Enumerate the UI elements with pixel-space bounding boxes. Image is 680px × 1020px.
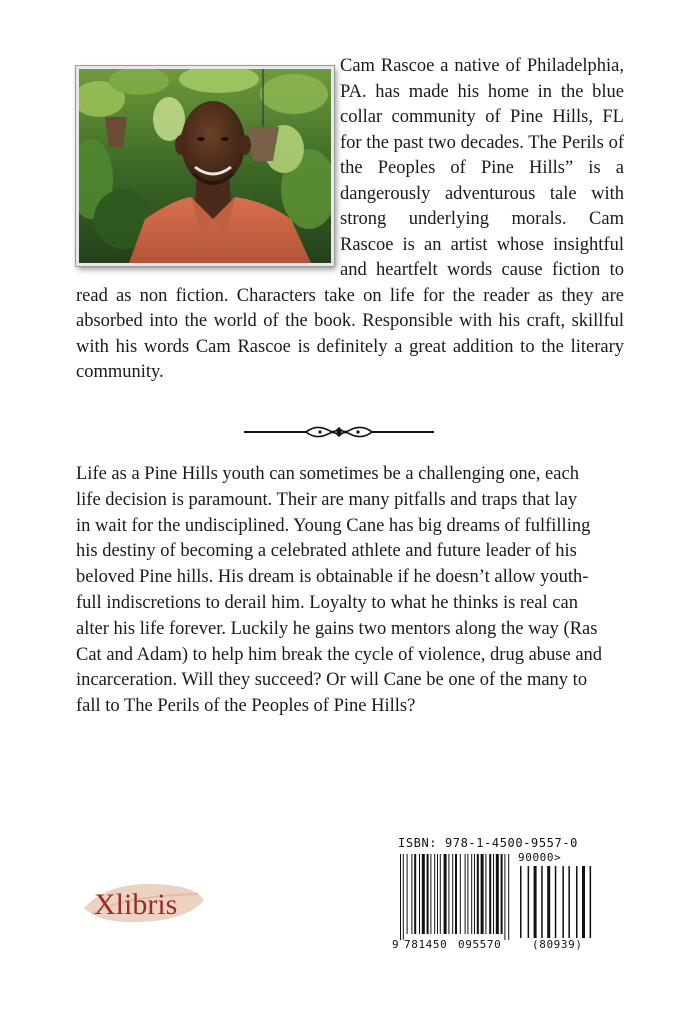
barcode-bars [392,852,602,952]
barcode-bar [504,854,505,940]
blurb-line: incarceration. Will they succeed? Or will Cane be one of the many to [76,670,588,691]
barcode-bar [400,854,401,940]
barcode-bar [467,854,468,934]
price-code: 90000> [518,851,562,864]
blurb-line: Cat and Adam) to help him break the cycle of violence, drug abuse and [76,644,603,665]
barcode-bar [452,854,453,934]
barcode-first-digit: 9 [392,938,400,951]
blurb-line: fall to The Perils of the Peoples of Pine Hills? [76,696,416,717]
barcode-bar [407,854,408,934]
store-code: (80939) [532,938,583,951]
barcode-bar [481,854,484,934]
blurb-line: Life as a Pine Hills youth can sometimes be a challenging one, each [76,464,579,484]
barcode-bar [430,854,431,934]
barcode-bar [501,854,503,934]
barcode-addon-bar [562,866,564,938]
barcode-addon-bar [534,866,537,938]
blurb-line: full indiscretions to derail him. Loyalty to what he thinks is real can [76,592,578,613]
barcode-bar [477,854,479,934]
blurb-line: life decision is paramount. Their are many pitfalls and traps that lay [76,489,578,510]
ornament-divider-icon [244,422,434,442]
blurb-line: alter his life forever. Luckily he gains two mentors along the way (Ras [76,618,598,639]
blurb-line: beloved Pine hills. His dream is obtainable if he doesn’t allow youth- [76,567,589,588]
barcode-bar [471,854,472,934]
barcode-addon-bar [576,866,578,938]
barcode-addon-bar [520,866,522,938]
barcode-bar [419,854,420,934]
barcode-addon-bar [590,866,592,938]
isbn-barcode [392,852,602,952]
barcode-addon-bar [541,866,543,938]
barcode-bar [496,854,499,934]
photo-wrap-spacer [76,54,340,280]
barcode-bar [411,854,412,934]
barcode-bar [422,854,425,934]
barcode-addon-bar [582,866,585,938]
barcode-bar [493,854,494,934]
barcode-bar [455,854,457,934]
barcode-left-group: 781450 [404,938,448,951]
blurb-line: his destiny of becoming a celebrated athlete and future leader of his [76,541,577,562]
barcode-bar [403,854,404,940]
barcode-bar [437,854,438,934]
barcode-right-group: 095570 [458,938,502,951]
author-bio [76,54,624,386]
isbn-label: ISBN: 978-1-4500-9557-0 [398,836,578,850]
barcode-bar [489,854,491,934]
author-bio-text: Cam Rascoe a native of Philadelphia, PA. has made his home in the blue collar community of Pine Hills, FL for the past two decades. The Perils of the Peoples of Pine Hills” is a dangerously adventurous tale with strong underlying morals. Cam Rascoe is an artist whose insightful and heartfelt words cause fiction to read as non fiction. Characters take on life for the reader as they are absorbed into the world of the book. Responsible with his craft, skillful with his words Cam Rascoe is definitely a great addition to the literary community. [76,56,624,382]
barcode-addon-bar [555,866,557,938]
barcode-bar [427,854,429,934]
barcode-bar [474,854,475,934]
publisher-logo [78,874,210,930]
barcode-bar [448,854,449,934]
barcode-bar [444,854,447,934]
barcode-bar [485,854,486,934]
publisher-name: Xlibris [94,888,178,921]
barcode-bar [414,854,416,934]
barcode-bar [465,854,466,934]
barcode-bar [440,854,441,934]
barcode-bar [460,854,461,934]
barcode-addon-bar [547,866,550,938]
barcode-addon-bar [568,866,570,938]
barcode-bar [508,854,509,940]
book-blurb [76,462,604,720]
barcode-addon-bar [528,866,530,938]
blurb-line: in wait for the undisciplined. Young Cane has big dreams of fulfilling [76,515,591,536]
barcode-bar [434,854,435,934]
